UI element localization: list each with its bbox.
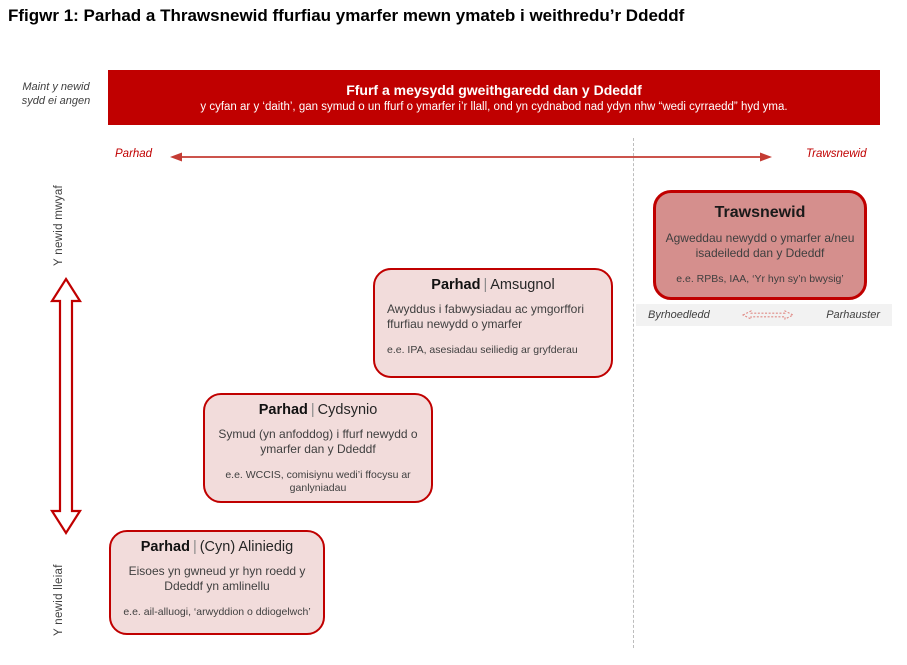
horizontal-double-arrow-icon	[168, 149, 774, 165]
box-trawsnewid-title: Trawsnewid	[714, 204, 806, 221]
box-cydsynio-title-divider: |	[310, 402, 315, 418]
box-amsugnol-title-prefix: Parhad	[431, 277, 481, 293]
figure-title: Ffigwr 1: Parhad a Thrawsnewid ffurfiau ymarfer mewn ymateb i weithredu’r Ddeddf	[8, 6, 685, 25]
box-cydsynio-body: Symud (yn anfoddog) i ffurf newydd o ymarfer dan y Ddeddf	[218, 427, 418, 456]
vertical-double-arrow-icon	[48, 276, 84, 536]
box-parhad-cyn-aliniedig	[109, 530, 325, 635]
banner	[108, 70, 880, 125]
box-parhad-amsugnol	[373, 268, 613, 378]
box-amsugnol-example: e.e. IPA, asesiadau seiliedig ar gryfderau	[387, 344, 578, 356]
box-aliniedig-title-name: (Cyn) Aliniedig	[199, 539, 294, 555]
banner-subtitle: y cyfan ar y ‘daith’, gan symud o un ffurf o ymarfer i’r llall, ond yn cydnabod nad ydyn nhw “wedi cyrraedd” hyd yma.	[200, 101, 788, 113]
box-aliniedig-example: e.e. ail-alluogi, ‘arwyddion o ddiogelwch’	[123, 606, 311, 618]
spectrum-strip	[636, 304, 892, 326]
axis-label-parhad: Parhad	[115, 148, 153, 160]
box-aliniedig-title	[119, 539, 315, 555]
box-cydsynio-title-name: Cydsynio	[317, 402, 378, 418]
axis-label-trawsnewid: Trawsnewid	[806, 148, 867, 160]
continuum-divider-dashed-line	[633, 138, 634, 648]
dashed-double-arrow-icon	[740, 308, 796, 322]
spectrum-left-label: Byrhoedledd	[648, 309, 710, 321]
magnitude-label: Maint y newid sydd ei angen	[21, 81, 91, 108]
box-parhad-cydsynio	[203, 393, 433, 503]
box-amsugnol-title	[383, 277, 603, 293]
box-aliniedig-title-divider: |	[192, 539, 197, 555]
scale-label-least-change: Y newid lleiaf	[53, 564, 65, 636]
banner-title: Ffurf a meysydd gweithgaredd dan y Ddeddf	[346, 82, 642, 98]
scale-label-most-change: Y newid mwyaf	[53, 184, 65, 266]
box-cydsynio-title	[213, 402, 423, 418]
box-cydsynio-title-prefix: Parhad	[258, 402, 308, 418]
box-amsugnol-title-divider: |	[483, 277, 488, 293]
box-aliniedig-body: Eisoes yn gwneud yr hyn roedd y Ddeddf yn amlinellu	[128, 564, 306, 593]
box-trawsnewid-body: Agweddau newydd o ymarfer a/neu isadeiledd dan y Ddeddf	[665, 231, 855, 260]
box-aliniedig-title-prefix: Parhad	[140, 539, 190, 555]
box-trawsnewid	[653, 190, 867, 300]
box-cydsynio-example: e.e. WCCIS, comisiynu wedi’i ffocysu ar ganlyniadau	[225, 469, 411, 495]
spectrum-right-label: Parhauster	[826, 309, 880, 321]
box-trawsnewid-example: e.e. RPBs, IAA, ‘Yr hyn sy’n bwysig’	[676, 273, 844, 285]
box-amsugnol-body: Awyddus i fabwysiadau ac ymgorffori ffurfiau newydd o ymarfer	[387, 302, 584, 331]
box-amsugnol-title-name: Amsugnol	[490, 277, 555, 293]
